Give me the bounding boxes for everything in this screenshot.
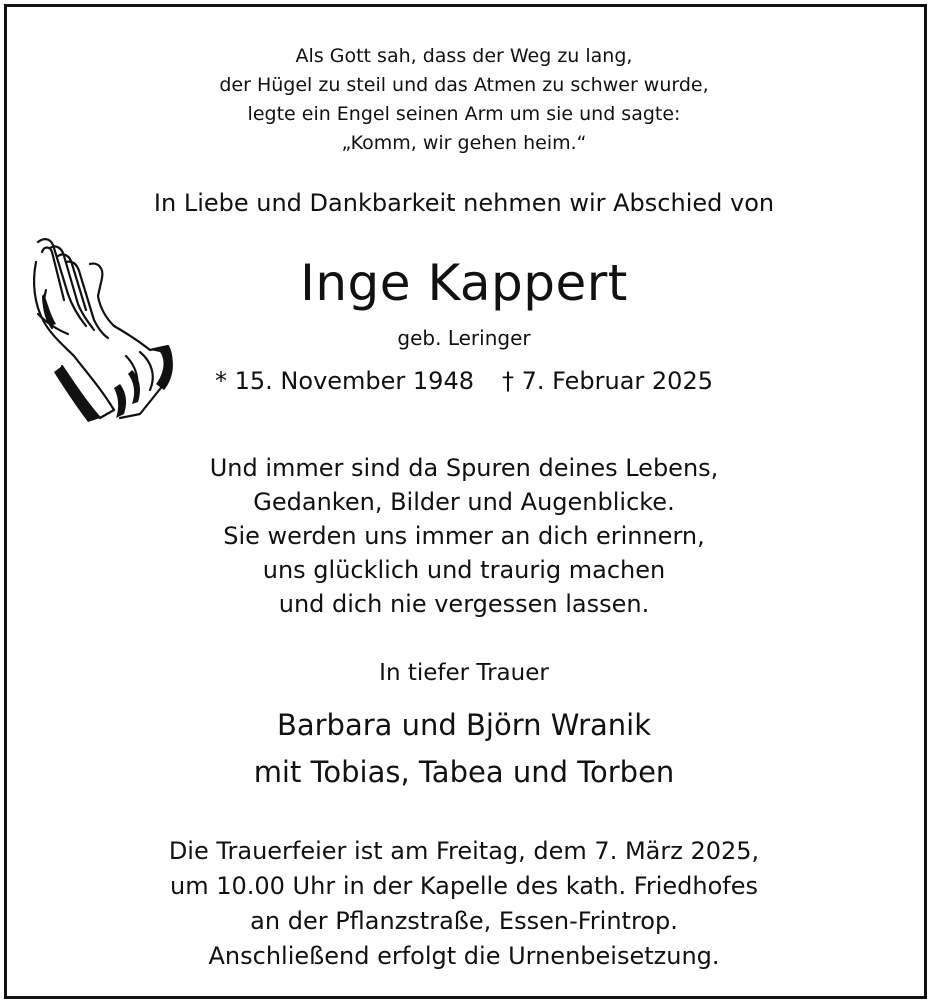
family-line: mit Tobias, Tabea und Torben	[253, 755, 675, 789]
life-dates	[0, 367, 928, 395]
poem-line: „Komm, wir gehen heim.“	[341, 132, 587, 154]
birth-name: geb. Leringer	[397, 326, 531, 350]
deceased-name: Inge Kappert	[300, 254, 628, 312]
family-line: Barbara und Björn Wranik	[276, 708, 652, 742]
verse-line: uns glücklich und traurig machen	[262, 556, 666, 584]
service-line: Die Trauerfeier ist am Freitag, dem 7. März 2025,	[168, 837, 760, 865]
opening-poem	[0, 42, 928, 158]
verse-line: und dich nie vergessen lassen.	[278, 590, 650, 618]
poem-line: Als Gott sah, dass der Weg zu lang,	[295, 45, 633, 67]
family-signatures	[0, 702, 928, 796]
verse-line: Sie werden uns immer an dich erinnern,	[223, 522, 705, 550]
death-date: † 7. Februar 2025	[501, 367, 713, 395]
farewell-lead: In Liebe und Dankbarkeit nehmen wir Abschied von	[153, 189, 775, 217]
poem-line: legte ein Engel seinen Arm um sie und sagte:	[247, 103, 681, 125]
memorial-verse	[0, 451, 928, 621]
service-line: Anschließend erfolgt die Urnenbeisetzung.	[208, 942, 720, 970]
verse-line: Gedanken, Bilder und Augenblicke.	[253, 488, 675, 516]
verse-line: Und immer sind da Spuren deines Lebens,	[209, 454, 719, 482]
service-line: an der Pflanzstraße, Essen-Frintrop.	[250, 907, 678, 935]
birth-date: * 15. November 1948	[215, 367, 474, 395]
mourning-intro: In tiefer Trauer	[379, 660, 549, 686]
service-line: um 10.00 Uhr in der Kapelle des kath. Friedhofes	[170, 872, 758, 900]
poem-line: der Hügel zu steil und das Atmen zu schwer wurde,	[219, 74, 709, 96]
funeral-service-info	[0, 834, 928, 974]
